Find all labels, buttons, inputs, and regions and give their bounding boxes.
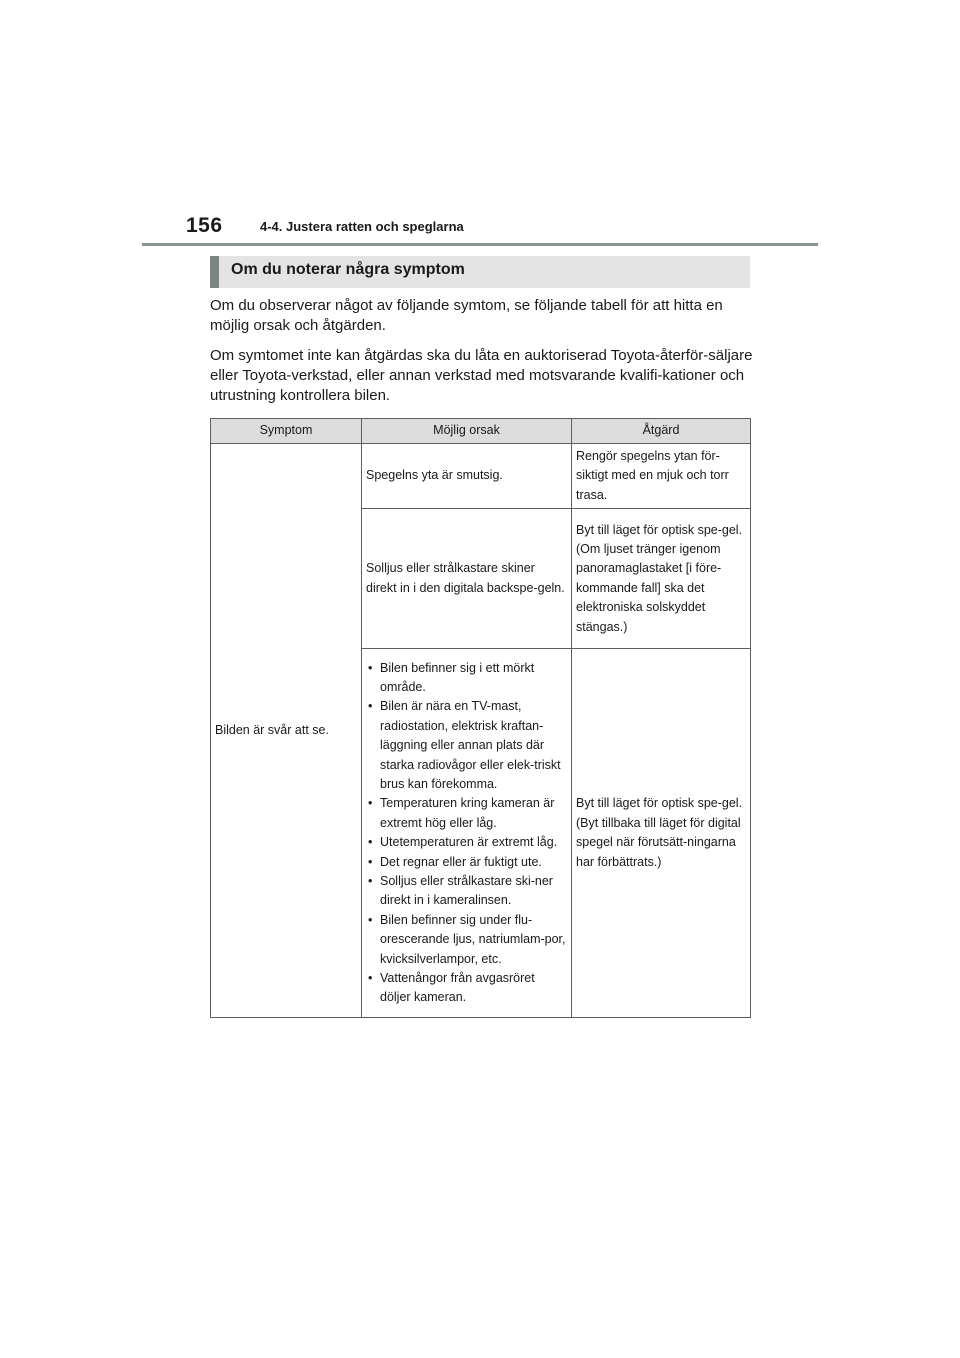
- section-title: Om du noterar några symptom: [231, 261, 465, 278]
- column-header-symptom: Symptom: [211, 419, 362, 444]
- section-title-bar: [210, 256, 750, 288]
- list-item: • Bilen befinner sig under flu-orescerande ljus, natriumlam-por, kvicksilverlampor, etc.: [366, 911, 568, 969]
- column-header-cause: Möjlig orsak: [362, 419, 572, 444]
- cause-cell: Solljus eller strålkastare skiner direkt in i den digitala backspe-geln.: [362, 509, 572, 649]
- list-item: • Bilen är nära en TV-mast, radiostation, elektrisk kraftan-läggning eller annan plats där starka radiovågor eller elek-triskt brus kan förekomma.: [366, 697, 568, 794]
- intro-paragraph: Om symtomet inte kan åtgärdas ska du låta en auktoriserad Toyota-återför-säljare eller Toyota-verkstad, eller annan verkstad med motsvarande kvalifi-kationer och utrustning kontrollera bilen.: [210, 347, 753, 404]
- list-item: • Bilen befinner sig i ett mörkt område.: [366, 659, 568, 698]
- list-item: • Utetemperaturen är extremt låg.: [366, 833, 568, 852]
- intro-paragraph: Om du observerar något av följande symtom, se följande tabell för att hitta en möjlig orsak och åtgärden.: [210, 297, 723, 334]
- running-head: 4-4. Justera ratten och speglarna: [260, 219, 464, 234]
- action-cell: Rengör spegelns ytan för-siktigt med en mjuk och torr trasa.: [572, 444, 751, 509]
- action-cell: Byt till läget för optisk spe-gel. (Byt tillbaka till läget för digital spegel när förutsätt-ningarna har förbättrats.): [572, 649, 751, 1018]
- intro-text: [210, 296, 755, 416]
- cause-cell: [362, 649, 572, 1018]
- cause-list: [366, 659, 568, 1008]
- list-item: • Vattenångor från avgasröret döljer kameran.: [366, 969, 568, 1008]
- cause-cell: Spegelns yta är smutsig.: [362, 444, 572, 509]
- page-number: 156: [186, 214, 223, 237]
- list-item: • Det regnar eller är fuktigt ute.: [366, 853, 568, 872]
- header-rule: [142, 243, 818, 246]
- list-item: • Temperaturen kring kameran är extremt hög eller låg.: [366, 794, 568, 833]
- column-header-action: Åtgärd: [572, 419, 751, 444]
- table-row: [211, 444, 751, 509]
- list-item: • Solljus eller strålkastare ski-ner direkt in i kameralinsen.: [366, 872, 568, 911]
- symptom-table: [210, 418, 751, 1018]
- action-cell: Byt till läget för optisk spe-gel. (Om ljuset tränger igenom panoramaglastaket [i före-kommande fall] ska det elektroniska solskyddet stängas.): [572, 509, 751, 649]
- table-header-row: [211, 419, 751, 444]
- symptom-cell: Bilden är svår att se.: [211, 444, 362, 1018]
